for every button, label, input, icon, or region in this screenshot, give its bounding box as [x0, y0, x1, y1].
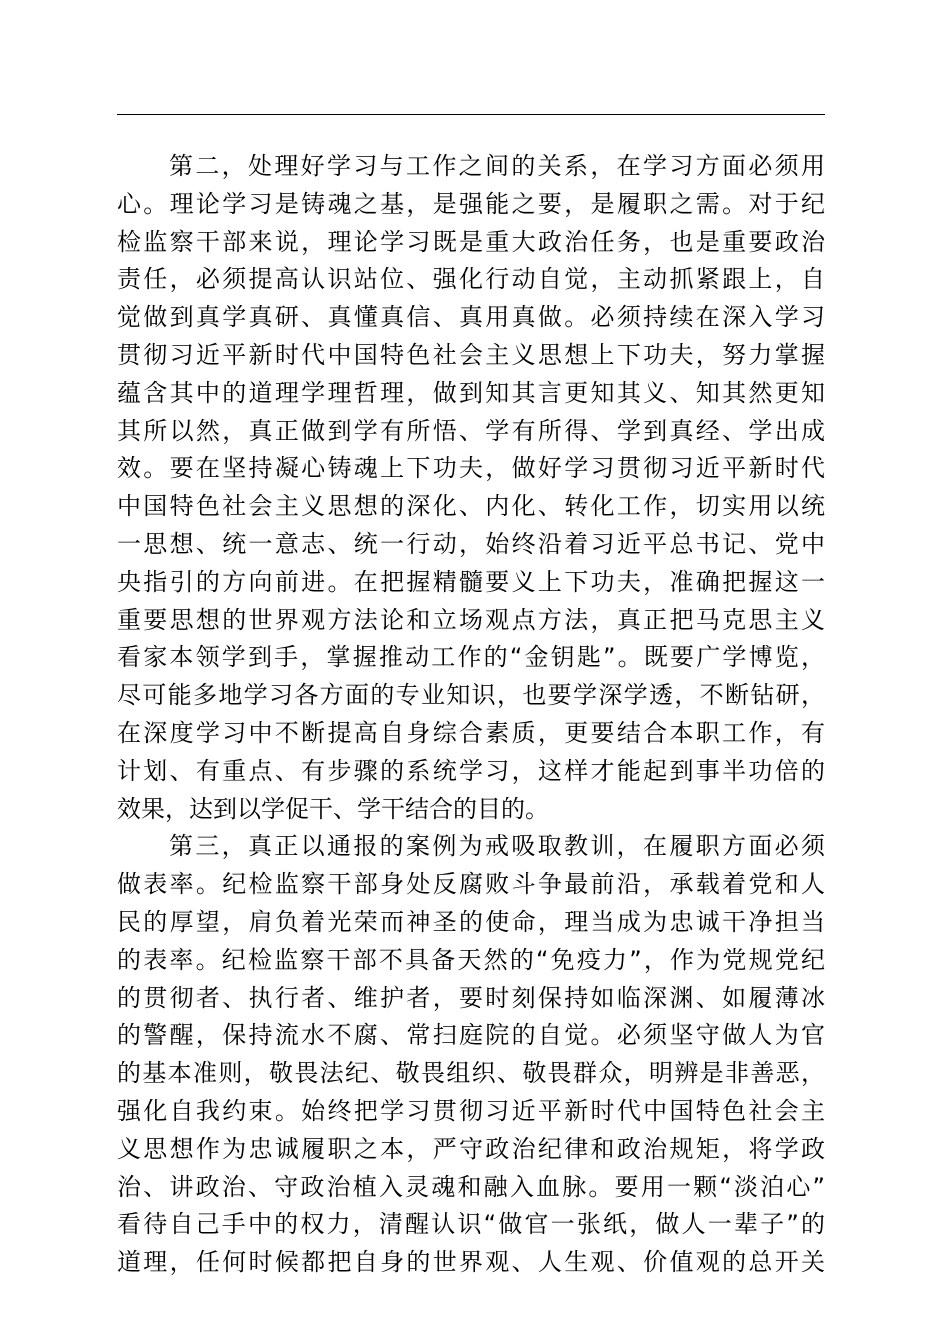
text-line: 尽可能多地学习各方面的专业知识，也要学深学透，不断钻研， — [117, 681, 825, 710]
text-line: 重要思想的世界观方法论和立场观点方法，真正把马克思主义 — [117, 605, 825, 634]
text-line: 强化自我约束。始终把学习贯彻习近平新时代中国特色社会主 — [117, 1096, 825, 1125]
text-line: 觉做到真学真研、真懂真信、真用真做。必须持续在深入学习 — [117, 303, 825, 332]
text-line: 第三，真正以通报的案例为戒吸取教训，在履职方面必须 — [169, 832, 825, 861]
text-line: 看待自己手中的权力，清醒认识“做官一张纸，做人一辈子”的 — [117, 1210, 825, 1239]
text-line: 责任，必须提高认识站位、强化行动自觉，主动抓紧跟上，自 — [117, 265, 825, 294]
text-line: 计划、有重点、有步骤的系统学习，这样才能起到事半功倍的 — [117, 756, 825, 785]
text-line: 做表率。纪检监察干部身处反腐败斗争最前沿，承载着党和人 — [117, 870, 825, 899]
text-line: 检监察干部来说，理论学习既是重大政治任务，也是重要政治 — [117, 227, 825, 256]
text-line: 看家本领学到手，掌握推动工作的“金钥匙”。既要广学博览， — [117, 643, 825, 672]
text-line: 在深度学习中不断提高自身综合素质，更要结合本职工作，有 — [117, 718, 825, 747]
text-line: 的警醒，保持流水不腐、常扫庭院的自觉。必须坚守做人为官 — [117, 1021, 825, 1050]
text-line: 中国特色社会主义思想的深化、内化、转化工作，切实用以统 — [117, 492, 825, 521]
text-line: 蕴含其中的道理学理哲理，做到知其言更知其义、知其然更知 — [117, 378, 825, 407]
paragraph — [117, 828, 825, 1282]
text-line: 第二，处理好学习与工作之间的关系，在学习方面必须用 — [169, 152, 825, 180]
text-line: 的表率。纪检监察干部不具备天然的“免疫力”，作为党规党纪 — [117, 945, 825, 974]
text-line: 央指引的方向前进。在把握精髓要义上下功夫，准确把握这一 — [117, 567, 825, 596]
text-line: 民的厚望，肩负着光荣而神圣的使命，理当成为忠诚干净担当 — [117, 907, 825, 936]
text-line: 的贯彻者、执行者、维护者，要时刻保持如临深渊、如履薄冰 — [117, 983, 825, 1012]
text-line: 道理，任何时候都把自身的世界观、人生观、价值观的总开关 — [117, 1248, 825, 1277]
text-line: 效果，达到以学促干、学干结合的目的。 — [117, 794, 549, 823]
text-line: 一思想、统一意志、统一行动，始终沿着习近平总书记、党中 — [117, 529, 825, 558]
text-line: 义思想作为忠诚履职之本，严守政治纪律和政治规矩，将学政 — [117, 1134, 825, 1163]
text-line: 治、讲政治、守政治植入灵魂和融入血脉。要用一颗“淡泊心” — [117, 1172, 825, 1201]
paragraph — [117, 148, 825, 828]
text-line: 的基本准则，敬畏法纪、敬畏组织、敬畏群众，明辨是非善恶， — [117, 1059, 825, 1088]
text-line: 心。理论学习是铸魂之基，是强能之要，是履职之需。对于纪 — [117, 189, 825, 218]
text-line: 其所以然，真正做到学有所悟、学有所得、学到真经、学出成 — [117, 416, 825, 445]
header-rule — [117, 114, 825, 115]
document-body — [117, 148, 825, 1282]
text-line: 效。要在坚持凝心铸魂上下功夫，做好学习贯彻习近平新时代 — [117, 454, 825, 483]
text-line: 贯彻习近平新时代中国特色社会主义思想上下功夫，努力掌握 — [117, 340, 825, 369]
